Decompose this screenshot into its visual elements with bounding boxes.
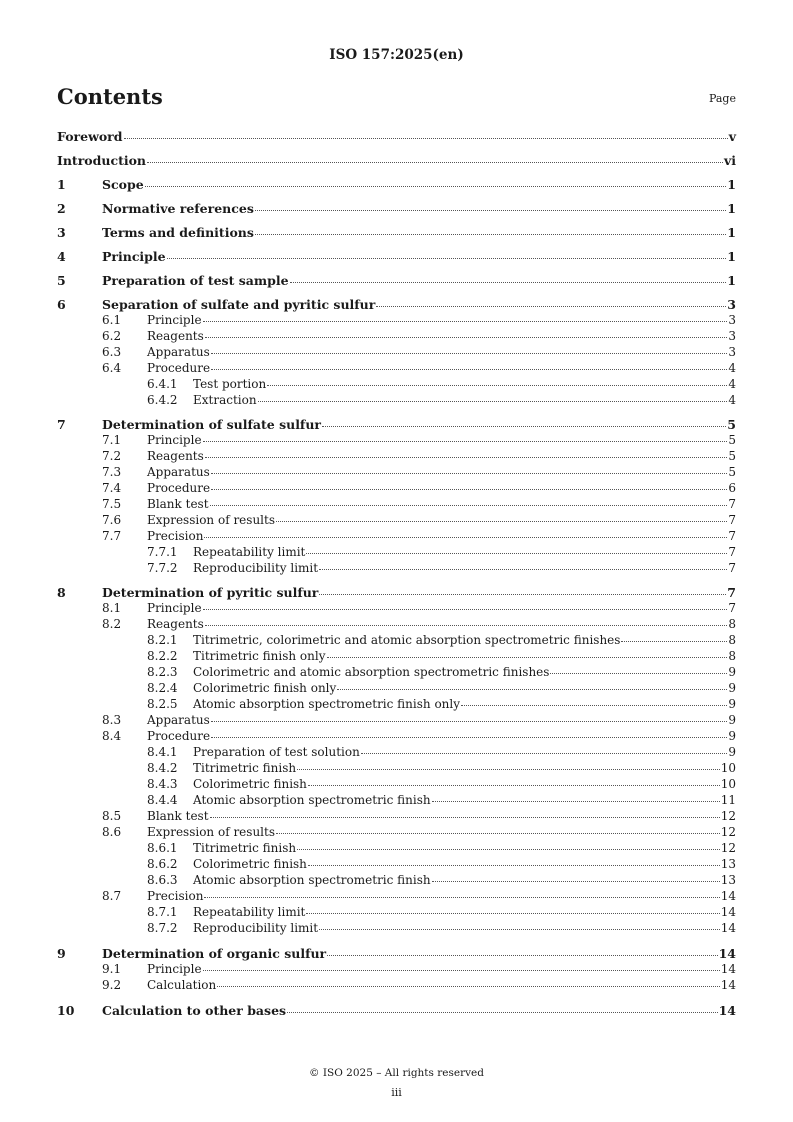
toc-dot-leader xyxy=(287,1011,718,1013)
toc-entry[interactable] xyxy=(57,497,736,512)
toc-entry-number: 6.3 xyxy=(102,345,122,359)
toc-entry-title: Titrimetric finish xyxy=(193,841,297,855)
toc-entry[interactable] xyxy=(57,809,736,824)
toc-entry[interactable] xyxy=(57,978,736,993)
toc-entry[interactable] xyxy=(57,1003,736,1019)
toc-entry[interactable] xyxy=(57,793,736,808)
toc-dot-leader xyxy=(319,928,720,930)
toc-entry-title: Colorimetric finish only xyxy=(193,681,337,695)
toc-entry-number: 8.4.4 xyxy=(147,793,178,807)
toc-dot-leader xyxy=(203,608,728,610)
toc-entry-page: 12 xyxy=(720,825,736,839)
toc-entry-number: 7.1 xyxy=(102,433,122,447)
toc-entry-number: 7.7.1 xyxy=(147,545,178,559)
toc-dot-leader xyxy=(361,752,728,754)
toc-entry-title: Reagents xyxy=(147,329,204,343)
toc-entry[interactable] xyxy=(57,777,736,792)
toc-entry-page: 4 xyxy=(728,361,736,375)
toc-dot-leader xyxy=(210,504,728,506)
toc-entry[interactable] xyxy=(57,697,736,712)
toc-entry[interactable] xyxy=(57,377,736,392)
toc-entry-page: 3 xyxy=(728,345,736,359)
toc-entry[interactable] xyxy=(57,729,736,744)
toc-entry-page: 13 xyxy=(720,857,736,871)
toc-entry[interactable] xyxy=(57,601,736,616)
toc-entry[interactable] xyxy=(57,297,736,313)
toc-entry-title: Principle xyxy=(147,313,202,327)
toc-dot-leader xyxy=(621,640,727,642)
toc-entry-title: Determination of sulfate sulfur xyxy=(102,417,321,432)
toc-entry-number: 8.5 xyxy=(102,809,122,823)
toc-entry-title: Principle xyxy=(147,433,202,447)
toc-entry-page: 10 xyxy=(720,761,736,775)
toc-entry-page: 12 xyxy=(720,809,736,823)
toc-entry-title: Atomic absorption spectrometric finish only xyxy=(193,697,461,711)
toc-entry-page: 14 xyxy=(720,921,736,935)
toc-entry-number: 7.7.2 xyxy=(147,561,178,575)
toc-entry-title: Precision xyxy=(147,889,204,903)
toc-entry-page: 7 xyxy=(728,497,736,511)
toc-entry-title: Apparatus xyxy=(147,713,210,727)
toc-entry[interactable] xyxy=(57,873,736,888)
toc-dot-leader xyxy=(205,624,728,626)
toc-entry[interactable] xyxy=(57,545,736,560)
toc-entry-title: Separation of sulfate and pyritic sulfur xyxy=(102,297,376,312)
toc-entry-title: Principle xyxy=(147,962,202,976)
toc-entry-title: Colorimetric finish xyxy=(193,777,307,791)
toc-entry-page: 7 xyxy=(728,529,736,543)
toc-dot-leader xyxy=(145,185,727,187)
toc-entry-page: 1 xyxy=(727,273,736,288)
toc-entry-title: Principle xyxy=(147,601,202,615)
toc-dot-leader xyxy=(211,368,727,370)
toc-entry-page: vi xyxy=(723,153,736,168)
toc-entry-page: 8 xyxy=(728,633,736,647)
toc-entry-title: Atomic absorption spectrometric finish xyxy=(193,793,431,807)
toc-entry-number: 8.4 xyxy=(102,729,122,743)
toc-entry-number: 8.6.1 xyxy=(147,841,178,855)
toc-dot-leader xyxy=(319,568,727,570)
footer-copyright: © ISO 2025 – All rights reserved xyxy=(309,1067,484,1079)
toc-dot-leader xyxy=(432,880,720,882)
toc-entry-page: 1 xyxy=(727,201,736,216)
toc-entry-page: 7 xyxy=(728,561,736,575)
toc-entry-title: Procedure xyxy=(147,729,211,743)
toc-entry-page: 1 xyxy=(727,249,736,264)
toc-entry[interactable] xyxy=(57,745,736,760)
toc-entry-page: 5 xyxy=(728,465,736,479)
toc-entry-page: 5 xyxy=(727,417,736,432)
toc-entry-title: Test portion xyxy=(193,377,267,391)
toc-entry-number: 6.4.1 xyxy=(147,377,178,391)
toc-entry-title: Colorimetric finish xyxy=(193,857,307,871)
toc-entry-number: 1 xyxy=(57,177,66,192)
toc-entry-page: 7 xyxy=(728,545,736,559)
toc-dot-leader xyxy=(203,320,728,322)
toc-entry-number: 3 xyxy=(57,225,66,240)
toc-entry-page: 14 xyxy=(720,889,736,903)
toc-dot-leader xyxy=(327,656,728,658)
toc-entry-page: 5 xyxy=(728,433,736,447)
toc-entry-number: 7.6 xyxy=(102,513,122,527)
document-header: ISO 157:2025(en) xyxy=(329,47,464,63)
toc-entry[interactable] xyxy=(57,449,736,464)
toc-entry[interactable] xyxy=(57,681,736,696)
toc-entry[interactable] xyxy=(57,946,736,962)
toc-entry-title: Expression of results xyxy=(147,825,275,839)
toc-entry-page: 4 xyxy=(728,377,736,391)
toc-dot-leader xyxy=(203,440,728,442)
toc-entry-number: 10 xyxy=(57,1003,75,1018)
toc-entry-number: 8.2.4 xyxy=(147,681,178,695)
toc-entry-page: 1 xyxy=(727,225,736,240)
toc-entry-title: Repeatability limit xyxy=(193,545,306,559)
toc-dot-leader xyxy=(255,233,726,235)
toc-entry[interactable] xyxy=(57,273,736,289)
toc-entry-number: 6.2 xyxy=(102,329,122,343)
toc-entry[interactable] xyxy=(57,345,736,360)
toc-dot-leader xyxy=(297,768,720,770)
toc-entry[interactable] xyxy=(57,665,736,680)
toc-dot-leader xyxy=(147,161,723,163)
toc-entry-number: 7.2 xyxy=(102,449,122,463)
toc-entry-title: Calculation to other bases xyxy=(102,1003,287,1018)
toc-entry-title: Repeatability limit xyxy=(193,905,306,919)
toc-entry-page: 1 xyxy=(727,177,736,192)
toc-dot-leader xyxy=(276,520,727,522)
footer-page-number: iii xyxy=(391,1086,402,1099)
toc-entry-page: 8 xyxy=(728,649,736,663)
toc-dot-leader xyxy=(306,552,727,554)
toc-entry-number: 8.6 xyxy=(102,825,122,839)
toc-dot-leader xyxy=(255,209,726,211)
toc-entry-title: Expression of results xyxy=(147,513,275,527)
toc-entry-title: Titrimetric finish xyxy=(193,761,297,775)
toc-entry-number: 6.4 xyxy=(102,361,122,375)
toc-dot-leader xyxy=(124,137,728,139)
toc-dot-leader xyxy=(205,456,728,458)
toc-entry-title: Blank test xyxy=(147,497,209,511)
toc-entry[interactable] xyxy=(57,361,736,376)
toc-dot-leader xyxy=(217,985,719,987)
toc-entry-page: 9 xyxy=(728,729,736,743)
toc-entry[interactable] xyxy=(57,129,736,145)
toc-entry-number: 7 xyxy=(57,417,66,432)
toc-entry-page: v xyxy=(728,129,736,144)
toc-entry-page: 12 xyxy=(720,841,736,855)
toc-entry[interactable] xyxy=(57,761,736,776)
toc-entry-page: 9 xyxy=(728,665,736,679)
toc-entry-page: 10 xyxy=(720,777,736,791)
toc-entry-number: 8.2 xyxy=(102,617,122,631)
toc-entry-title: Procedure xyxy=(147,361,211,375)
toc-entry-number: 8.2.3 xyxy=(147,665,178,679)
toc-dot-leader xyxy=(308,784,720,786)
toc-dot-leader xyxy=(211,720,728,722)
toc-entry-number: 7.4 xyxy=(102,481,122,495)
toc-dot-leader xyxy=(211,352,728,354)
toc-entry-number: 9 xyxy=(57,946,66,961)
toc-entry-page: 11 xyxy=(720,793,736,807)
toc-dot-leader xyxy=(267,384,727,386)
toc-entry-number: 5 xyxy=(57,273,66,288)
toc-dot-leader xyxy=(550,672,727,674)
toc-entry-number: 8.7.1 xyxy=(147,905,178,919)
toc-dot-leader xyxy=(376,305,726,307)
toc-entry-title: Terms and definitions xyxy=(102,225,254,240)
toc-entry[interactable] xyxy=(57,417,736,433)
toc-entry[interactable] xyxy=(57,177,736,193)
toc-entry-number: 7.3 xyxy=(102,465,122,479)
toc-entry-page: 14 xyxy=(718,946,736,961)
toc-entry[interactable] xyxy=(57,649,736,664)
toc-entry[interactable] xyxy=(57,561,736,576)
toc-entry-page: 14 xyxy=(720,905,736,919)
toc-entry-page: 9 xyxy=(728,713,736,727)
toc-dot-leader xyxy=(337,688,727,690)
toc-entry-page: 14 xyxy=(718,1003,736,1018)
toc-entry-title: Preparation of test sample xyxy=(102,273,289,288)
toc-entry-number: 8.2.5 xyxy=(147,697,178,711)
toc-dot-leader xyxy=(204,536,727,538)
toc-entry-number: 7.5 xyxy=(102,497,122,511)
toc-entry-title: Atomic absorption spectrometric finish xyxy=(193,873,431,887)
toc-entry-page: 3 xyxy=(728,313,736,327)
toc-entry[interactable] xyxy=(57,513,736,528)
toc-entry-title: Introduction xyxy=(57,153,147,168)
toc-entry-page: 7 xyxy=(727,585,736,600)
toc-entry-number: 8 xyxy=(57,585,66,600)
toc-entry-number: 7.7 xyxy=(102,529,122,543)
toc-dot-leader xyxy=(432,800,720,802)
toc-entry[interactable] xyxy=(57,713,736,728)
toc-entry-number: 8.7 xyxy=(102,889,122,903)
toc-entry[interactable] xyxy=(57,889,736,904)
toc-entry[interactable] xyxy=(57,153,736,169)
toc-dot-leader xyxy=(211,472,728,474)
toc-dot-leader xyxy=(211,488,727,490)
page-column-label: Page xyxy=(708,92,736,105)
toc-entry-number: 8.4.1 xyxy=(147,745,178,759)
toc-dot-leader xyxy=(258,400,728,402)
toc-entry-title: Apparatus xyxy=(147,345,210,359)
toc-entry[interactable] xyxy=(57,481,736,496)
toc-entry-title: Reagents xyxy=(147,617,204,631)
toc-entry-page: 7 xyxy=(728,601,736,615)
toc-entry-number: 8.7.2 xyxy=(147,921,178,935)
toc-entry[interactable] xyxy=(57,329,736,344)
toc-entry-title: Blank test xyxy=(147,809,209,823)
toc-entry-number: 8.4.2 xyxy=(147,761,178,775)
toc-entry-number: 4 xyxy=(57,249,66,264)
toc-entry[interactable] xyxy=(57,633,736,648)
toc-dot-leader xyxy=(290,281,727,283)
toc-entry-number: 8.1 xyxy=(102,601,122,615)
toc-entry[interactable] xyxy=(57,617,736,632)
toc-entry-title: Scope xyxy=(102,177,144,192)
toc-entry-title: Reproducibility limit xyxy=(193,921,319,935)
toc-entry-title: Precision xyxy=(147,529,204,543)
toc-entry-page: 9 xyxy=(728,745,736,759)
toc-entry[interactable] xyxy=(57,962,736,977)
toc-entry-title: Titrimetric, colorimetric and atomic absorption spectrometric finishes xyxy=(193,633,621,647)
toc-entry-number: 6 xyxy=(57,297,66,312)
toc-entry-title: Titrimetric finish only xyxy=(193,649,326,663)
toc-entry-page: 14 xyxy=(720,978,736,992)
toc-entry-page: 6 xyxy=(728,481,736,495)
toc-entry-page: 14 xyxy=(720,962,736,976)
toc-entry-number: 9.2 xyxy=(102,978,122,992)
toc-entry-number: 9.1 xyxy=(102,962,122,976)
toc-entry-number: 2 xyxy=(57,201,66,216)
toc-entry-title: Determination of organic sulfur xyxy=(102,946,327,961)
toc-dot-leader xyxy=(276,832,720,834)
toc-entry[interactable] xyxy=(57,201,736,217)
toc-entry-number: 8.4.3 xyxy=(147,777,178,791)
toc-dot-leader xyxy=(297,848,720,850)
toc-entry[interactable] xyxy=(57,905,736,920)
toc-entry[interactable] xyxy=(57,585,736,601)
toc-dot-leader xyxy=(319,593,726,595)
toc-entry-title: Reproducibility limit xyxy=(193,561,319,575)
toc-entry-title: Foreword xyxy=(57,129,123,144)
toc-entry-page: 13 xyxy=(720,873,736,887)
toc-entry-title: Colorimetric and atomic absorption spectrometric finishes xyxy=(193,665,550,679)
toc-entry[interactable] xyxy=(57,529,736,544)
toc-dot-leader xyxy=(211,736,727,738)
toc-dot-leader xyxy=(327,954,717,956)
toc-entry[interactable] xyxy=(57,393,736,408)
toc-dot-leader xyxy=(210,816,720,818)
toc-entry[interactable] xyxy=(57,249,736,265)
toc-entry-title: Apparatus xyxy=(147,465,210,479)
toc-dot-leader xyxy=(203,969,720,971)
toc-entry[interactable] xyxy=(57,857,736,872)
toc-dot-leader xyxy=(461,704,727,706)
toc-entry-title: Calculation xyxy=(147,978,217,992)
toc-entry-title: Preparation of test solution xyxy=(193,745,360,759)
toc-dot-leader xyxy=(205,336,728,338)
toc-entry[interactable] xyxy=(57,465,736,480)
toc-dot-leader xyxy=(322,425,726,427)
toc-dot-leader xyxy=(167,257,727,259)
toc-entry[interactable] xyxy=(57,841,736,856)
toc-entry[interactable] xyxy=(57,825,736,840)
toc-entry-number: 8.2.2 xyxy=(147,649,178,663)
toc-entry-page: 9 xyxy=(728,681,736,695)
toc-entry-page: 4 xyxy=(728,393,736,407)
toc-entry[interactable] xyxy=(57,313,736,328)
toc-dot-leader xyxy=(204,896,719,898)
toc-entry-page: 3 xyxy=(727,297,736,312)
toc-entry-title: Reagents xyxy=(147,449,204,463)
toc-entry-number: 6.4.2 xyxy=(147,393,178,407)
toc-entry-page: 5 xyxy=(728,449,736,463)
toc-entry[interactable] xyxy=(57,225,736,241)
toc-entry-number: 8.2.1 xyxy=(147,633,178,647)
toc-dot-leader xyxy=(306,912,719,914)
page-title: Contents xyxy=(57,84,163,109)
toc-entry-page: 9 xyxy=(728,697,736,711)
toc-entry[interactable] xyxy=(57,433,736,448)
toc-entry-number: 8.3 xyxy=(102,713,122,727)
toc-entry-title: Determination of pyritic sulfur xyxy=(102,585,319,600)
toc-entry-title: Procedure xyxy=(147,481,211,495)
toc-entry[interactable] xyxy=(57,921,736,936)
toc-entry-page: 3 xyxy=(728,329,736,343)
toc-entry-number: 6.1 xyxy=(102,313,122,327)
toc-entry-page: 8 xyxy=(728,617,736,631)
toc-entry-title: Principle xyxy=(102,249,166,264)
toc-entry-number: 8.6.3 xyxy=(147,873,178,887)
toc-entry-number: 8.6.2 xyxy=(147,857,178,871)
toc-dot-leader xyxy=(308,864,720,866)
toc-entry-page: 7 xyxy=(728,513,736,527)
toc-entry-title: Extraction xyxy=(193,393,257,407)
toc-entry-title: Normative references xyxy=(102,201,254,216)
